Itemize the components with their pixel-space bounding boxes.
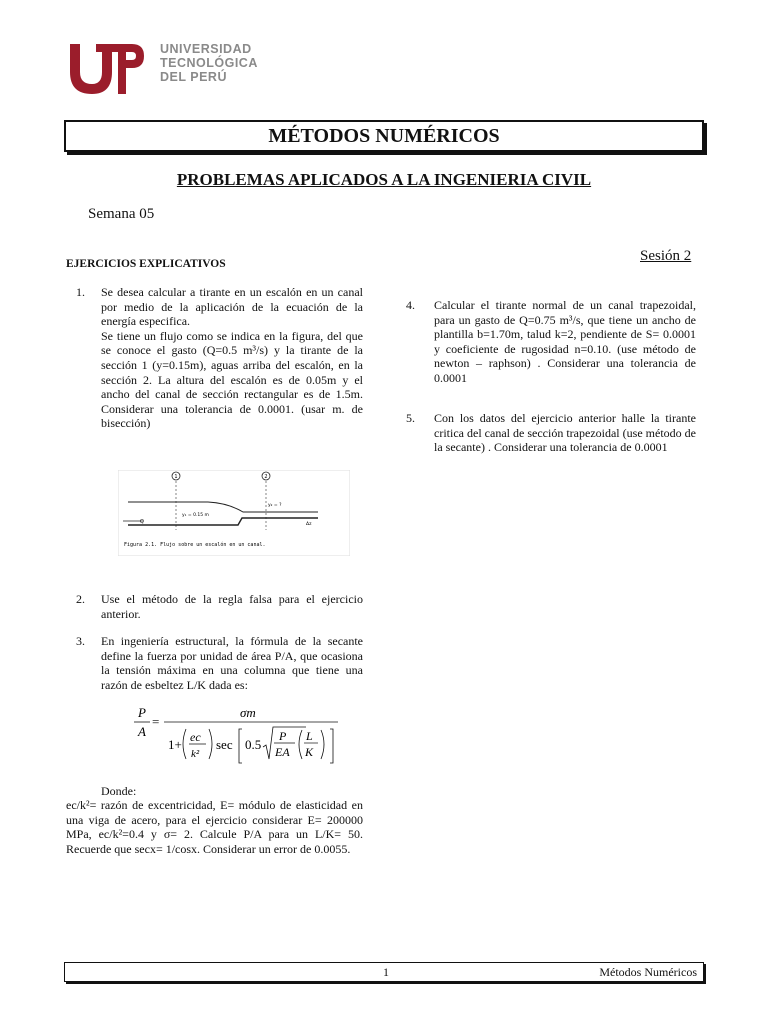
university-line-3: DEL PERÚ [160, 70, 227, 84]
figure-caption: Figura 2.1. Flujo sobre un escalón en un canal. [124, 542, 266, 548]
section-heading: EJERCICIOS EXPLICATIVOS [66, 258, 226, 270]
formula-half: 0.5 [245, 737, 262, 752]
formula-ec: ec [190, 730, 201, 744]
formula-equals: = [152, 714, 160, 729]
formula-sigma: σm [240, 705, 256, 720]
session-label: Sesión 2 [640, 248, 692, 264]
figure-y2-label: y₂ = ? [268, 503, 282, 508]
figure-label-1: 1 [174, 474, 178, 480]
formula-one-plus: 1+ [168, 737, 182, 752]
figure-label-2: 2 [264, 474, 268, 480]
page-number: 1 [383, 965, 389, 979]
channel-step-figure [118, 470, 350, 556]
formula-k2: k² [191, 748, 200, 760]
utp-logo [66, 38, 146, 98]
donde-label: Donde: [101, 784, 137, 798]
page-subtitle: PROBLEMAS APLICADOS A LA INGENIERIA CIVIL [176, 170, 592, 189]
university-name [160, 42, 258, 84]
formula-sec: sec [216, 737, 233, 752]
exercise-5-number: 5. [406, 411, 415, 425]
exercise-3-number: 3. [76, 634, 85, 648]
university-line-1: UNIVERSIDAD [160, 42, 252, 56]
footer-title: Métodos Numéricos [599, 965, 697, 979]
figure-dz-label: Δz [306, 522, 312, 527]
formula-lhs-numerator: P [138, 705, 146, 720]
exercise-1-number: 1. [76, 285, 85, 299]
exercise-4-text: Calcular el tirante normal de un canal trapezoidal, para un gasto de Q=0.75 m³/s, que tiene un ancho de plantilla b=1.70m, talud k=2, pendiente de S= 0.0001 y coeficiente de rugosidad n=0.10. (use método de newton – raphson) . Considerar una tolerancia de 0.0001 [434, 298, 696, 385]
formula-ea: EA [275, 745, 290, 759]
exercise-2-number: 2. [76, 592, 85, 606]
figure-y1-label: y₁ = 0.15 m [182, 513, 209, 518]
formula-p: P [279, 729, 287, 743]
university-line-2: TECNOLÓGICA [160, 56, 258, 70]
secant-formula [120, 703, 350, 773]
formula-lhs-denominator: A [138, 724, 146, 739]
exercise-4-number: 4. [406, 298, 415, 312]
page-title: MÉTODOS NUMÉRICOS [268, 125, 500, 147]
donde-text: ec/k²= razón de excentricidad, E= módulo de elasticidad en una viga de acero, para el ejercicio considerar E= 200000 MPa, ec/k²=0.4 y σ= 2. Calcule P/A para un L/K= 50. Recuerde que secx= 1/cosx. Considerar un error de 0.0055. [66, 798, 363, 856]
figure-q-label: Q [140, 519, 144, 525]
formula-l: L [306, 729, 313, 743]
formula-k: K [305, 745, 314, 759]
page-footer [64, 962, 704, 982]
title-box [64, 120, 704, 152]
exercise-1-text: Se desea calcular a tirante en un escalón en un canal por medio de la aplicación de la ecuación de la energía especifica. Se tiene un flujo como se indica en la figura, del que se conoce el gasto (Q=0.5 m³/s) y la tirante de la sección 1 (y=0.15m), aguas arriba del escalón, en la sección 2. La altura del escalón es de 0.05m y el ancho del canal de sección rectangular es de 1.5m. Considerar una tolerancia de 0.0001. (usar m. de bisección) [101, 285, 363, 431]
exercise-5-text: Con los datos del ejercicio anterior halle la tirante critica del canal de sección trapezoidal (use método de la secante) . Considerar una tolerancia de 0.0001 [434, 411, 696, 455]
exercise-2-text: Use el método de la regla falsa para el ejercicio anterior. [101, 592, 363, 621]
exercise-3-text: En ingeniería estructural, la fórmula de la secante define la fuerza por unidad de área P/A, que ocasiona la tensión máxima en una columna que tiene una razón de esbeltez L/K dada es: [101, 634, 363, 692]
week-label: Semana 05 [88, 206, 155, 222]
